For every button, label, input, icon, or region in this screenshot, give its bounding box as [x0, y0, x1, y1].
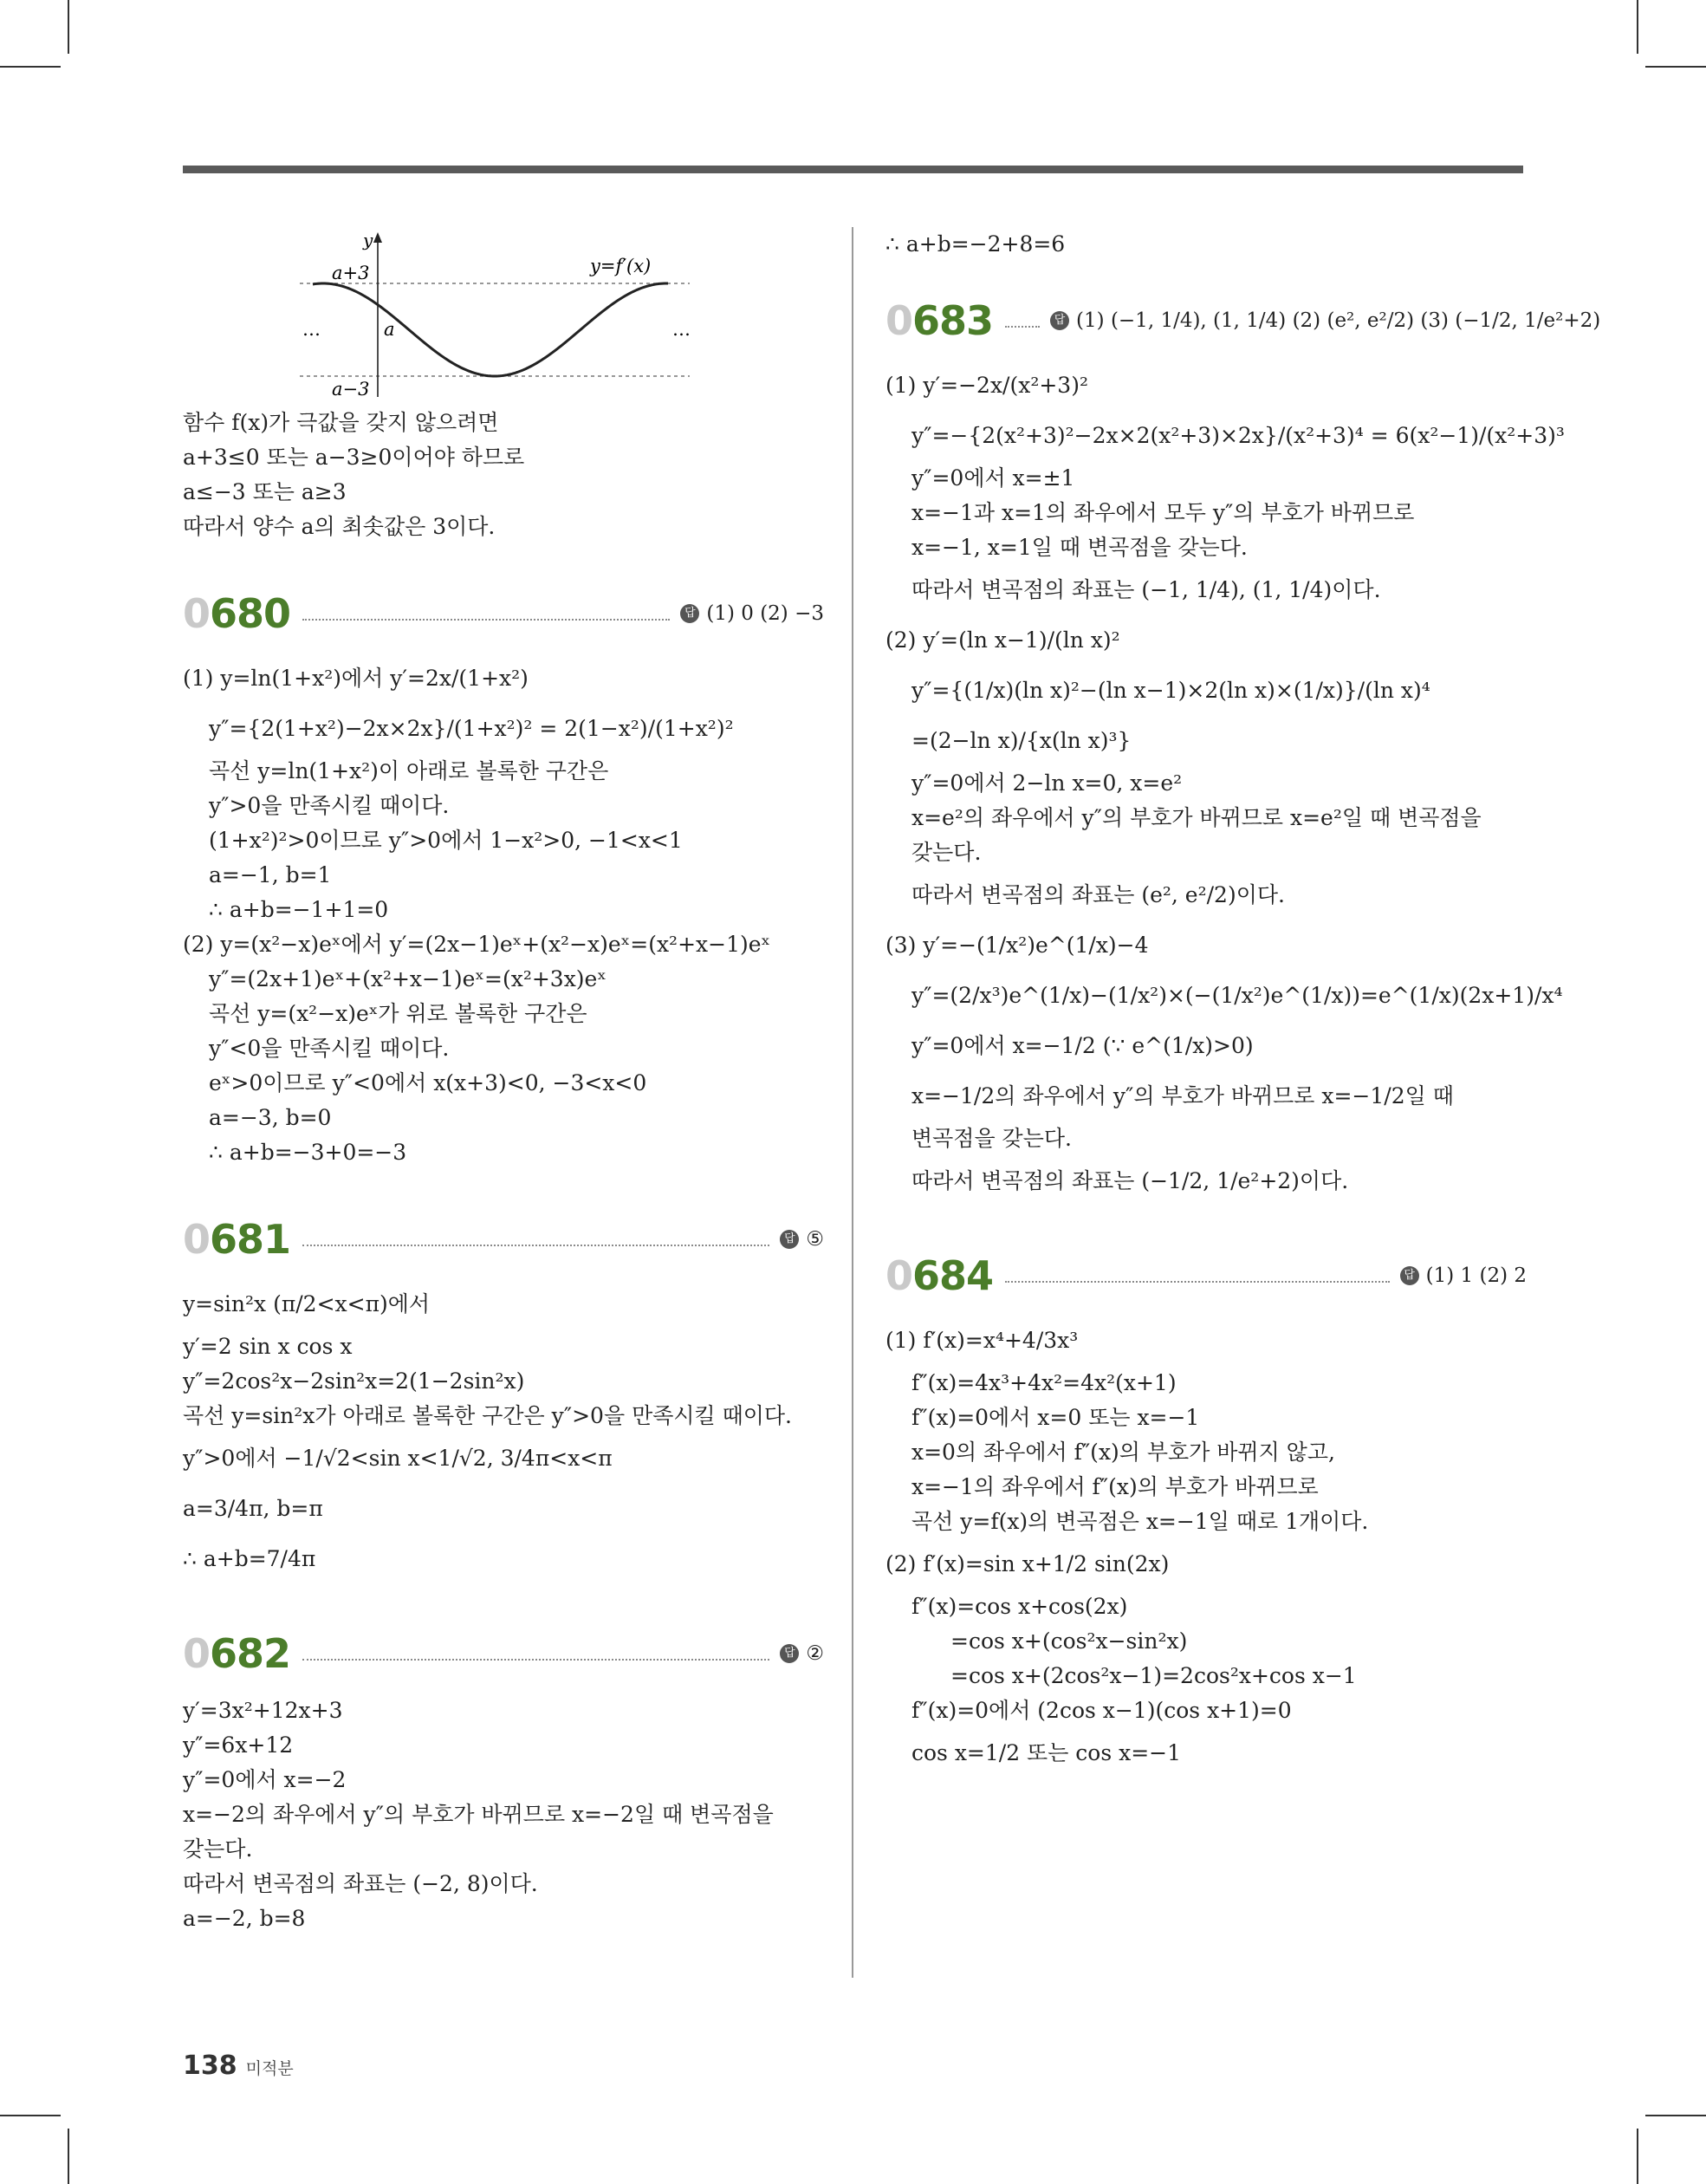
answer-icon: 답	[780, 1230, 799, 1249]
text-line: 따라서 변곡점의 좌표는 (−1/2, 1/e²+2)이다.	[911, 1168, 1349, 1193]
text-line: 곡선 y=ln(1+x²)이 아래로 볼록한 구간은	[209, 758, 609, 783]
crop-mark	[68, 2129, 69, 2184]
leader-dots	[302, 619, 670, 621]
text-line: y″=0에서 2−ln x=0, x=e²	[911, 770, 1183, 796]
text-line: =(2−ln x)/{x(ln x)³}	[911, 728, 1132, 753]
solution-0682	[183, 1693, 824, 1936]
problem-header-0682	[183, 1629, 824, 1678]
text-line: y″=2cos²x−2sin²x=2(1−2sin²x)	[183, 1368, 525, 1394]
text-line: a=3/4π, b=π	[183, 1496, 323, 1521]
text-line: (3) y′=−(1/x²)e^(1/x)−4	[885, 933, 1149, 958]
text-line: y″>0을 만족시킬 때이다.	[209, 793, 450, 818]
problem-number: 0682	[183, 1630, 291, 1677]
crop-mark	[1645, 2115, 1706, 2116]
answer-icon: 답	[1050, 311, 1069, 330]
text-line: (2) y=(x²−x)eˣ에서 y′=(2x−1)eˣ+(x²−x)eˣ=(x²+x−1)eˣ	[183, 932, 771, 957]
text-line: ∴ a+b=−1+1=0	[209, 897, 389, 922]
crop-mark	[1645, 66, 1706, 68]
text-line: =cos x+(cos²x−sin²x)	[950, 1628, 1188, 1654]
text-line: x=−1과 x=1의 좌우에서 모두 y″의 부호가 바뀌므로	[911, 500, 1415, 525]
text-line: a+3≤0 또는 a−3≥0이어야 하므로	[183, 445, 525, 470]
text-line: (1) y=ln(1+x²)에서 y′=2x/(1+x²)	[183, 666, 529, 691]
solution-0681	[183, 1279, 824, 1584]
solution-0683	[885, 361, 1565, 1206]
ellipsis-right: …	[672, 319, 691, 340]
text-line: 갖는다.	[183, 1836, 253, 1862]
text-line: 곡선 y=f(x)의 변곡점은 x=−1일 때로 1개이다.	[911, 1509, 1369, 1534]
text-line: 함수 f(x)가 극값을 갖지 않으려면	[183, 410, 499, 435]
problem-header-0683	[885, 296, 1601, 345]
problem-number: 0681	[183, 1216, 291, 1263]
leader-dots	[302, 1245, 769, 1246]
text-line: y″=(2x+1)eˣ+(x²+x−1)eˣ=(x²+3x)eˣ	[209, 966, 607, 991]
crop-mark	[0, 66, 61, 68]
text-line: ∴ a+b=7/4π	[183, 1546, 316, 1571]
text-line: y″={(1/x)(ln x)²−(ln x−1)×2(ln x)×(1/x)}/(ln x)⁴	[911, 678, 1430, 703]
text-line: eˣ>0이므로 y″<0에서 x(x+3)<0, −3<x<0	[209, 1070, 647, 1095]
page-number: 138	[183, 2051, 237, 2081]
text-line: x=0의 좌우에서 f″(x)의 부호가 바뀌지 않고,	[911, 1440, 1335, 1465]
text-line: a≤−3 또는 a≥3	[183, 479, 347, 504]
curve-label: y=f′(x)	[590, 256, 652, 276]
text-line: y″=(2/x³)e^(1/x)−(1/x²)×(−(1/x²)e^(1/x))=e^(1/x)(2x+1)/x⁴	[911, 983, 1563, 1008]
text-line: 변곡점을 갖는다.	[911, 1126, 1072, 1151]
text-line: a=−1, b=1	[209, 862, 332, 887]
text-line: a=−3, b=0	[209, 1105, 332, 1130]
text-line: f″(x)=0에서 (2cos x−1)(cos x+1)=0	[911, 1698, 1292, 1723]
top-level-label: a+3	[332, 263, 370, 283]
answer-summary: 답 (1) 1 (2) 2	[1400, 1264, 1527, 1287]
text-line: 갖는다.	[911, 840, 982, 865]
text-line: x=−1의 좌우에서 f″(x)의 부호가 바뀌므로	[911, 1474, 1319, 1499]
answer-summary: 답 ②	[780, 1642, 824, 1665]
text-line: (1+x²)²>0이므로 y″>0에서 1−x²>0, −1<x<1	[209, 828, 683, 853]
text-line: (1) f′(x)=x⁴+4/3x³	[885, 1328, 1079, 1353]
text-line: y″<0을 만족시킬 때이다.	[209, 1036, 450, 1061]
text-line: (2) f′(x)=sin x+1/2 sin(2x)	[885, 1551, 1170, 1576]
answer-summary: 답 (1) (−1, 1/4), (1, 1/4) (2) (e², e²/2) (3) (−1/2, 1/e²+2)	[1050, 309, 1600, 332]
intro-text	[183, 406, 824, 544]
problem-header-0684	[885, 1251, 1527, 1300]
ellipsis-left: …	[302, 319, 321, 340]
problem-number: 0684	[885, 1252, 994, 1299]
text-line: f″(x)=4x³+4x²=4x²(x+1)	[911, 1370, 1177, 1395]
right-column	[885, 227, 1601, 1778]
text-line: y′=3x²+12x+3	[183, 1698, 343, 1723]
text-line: y″=6x+12	[183, 1732, 294, 1758]
answer-icon: 답	[680, 604, 699, 623]
text-line: 따라서 변곡점의 좌표는 (−2, 8)이다.	[183, 1871, 538, 1896]
problem-number: 0683	[885, 297, 994, 344]
problem-header-0680	[183, 589, 824, 638]
text-line: =cos x+(2cos²x−1)=2cos²x+cos x−1	[950, 1663, 1357, 1688]
page-footer	[183, 2051, 294, 2081]
text-line: (2) y′=(ln x−1)/(ln x)²	[885, 627, 1120, 653]
left-column	[183, 227, 824, 1936]
problem-header-0681	[183, 1215, 824, 1264]
text-line: y″=0에서 x=−1/2 (∵ e^(1/x)>0)	[911, 1033, 1254, 1058]
text-line: ∴ a+b=−2+8=6	[885, 231, 1066, 257]
text-line: y″=−{2(x²+3)²−2x×2(x²+3)×2x}/(x²+3)⁴ = 6(x²−1)/(x²+3)³	[911, 423, 1565, 448]
answer-summary: 답 (1) 0 (2) −3	[680, 602, 824, 625]
mid-level-label: a	[384, 319, 395, 340]
crop-mark	[1637, 0, 1638, 54]
leader-dots	[1005, 1281, 1390, 1283]
text-line: 따라서 변곡점의 좌표는 (e², e²/2)이다.	[911, 882, 1285, 907]
text-line: a=−2, b=8	[183, 1906, 306, 1931]
text-line: x=e²의 좌우에서 y″의 부호가 바뀌므로 x=e²일 때 변곡점을	[911, 805, 1482, 830]
text-line: ∴ a+b=−3+0=−3	[209, 1140, 407, 1165]
text-line: y″=0에서 x=−2	[183, 1767, 347, 1792]
text-line: y=sin²x (π/2<x<π)에서	[183, 1291, 431, 1316]
answer-icon: 답	[1400, 1266, 1419, 1285]
bottom-level-label: a−3	[332, 379, 370, 400]
text-line: y″=0에서 x=±1	[911, 465, 1075, 491]
text-line: 따라서 변곡점의 좌표는 (−1, 1/4), (1, 1/4)이다.	[911, 577, 1381, 602]
text-line: y″={2(1+x²)−2x×2x}/(1+x²)² = 2(1−x²)/(1+x²)²	[209, 716, 734, 741]
leader-dots	[302, 1659, 769, 1661]
y-axis-label: y	[363, 230, 373, 250]
text-line: x=−1, x=1일 때 변곡점을 갖는다.	[911, 535, 1248, 560]
crop-mark	[1637, 2129, 1638, 2184]
subject-label: 미적분	[245, 2059, 294, 2078]
crop-mark	[0, 2115, 61, 2116]
solution-0684	[885, 1316, 1527, 1778]
leader-dots	[1005, 326, 1040, 328]
solution-0680	[183, 653, 824, 1170]
text-line: 따라서 양수 a의 최솟값은 3이다.	[183, 514, 496, 539]
text-line: y″>0에서 −1/√2<sin x<1/√2, 3/4π<x<π	[183, 1446, 613, 1471]
text-line: 곡선 y=(x²−x)eˣ가 위로 볼록한 구간은	[209, 1001, 587, 1026]
text-line: f″(x)=cos x+cos(2x)	[911, 1594, 1128, 1619]
column-divider	[852, 227, 853, 1978]
answer-icon: 답	[780, 1644, 799, 1663]
problem-number: 0680	[183, 590, 291, 637]
text-line: f″(x)=0에서 x=0 또는 x=−1	[911, 1405, 1200, 1430]
text-line: 곡선 y=sin²x가 아래로 볼록한 구간은 y″>0을 만족시킬 때이다.	[183, 1403, 793, 1428]
crop-mark	[68, 0, 69, 54]
answer-summary: 답 ⑤	[780, 1228, 824, 1251]
derivative-graph	[183, 227, 720, 400]
text-line: cos x=1/2 또는 cos x=−1	[911, 1740, 1182, 1765]
text-line: (1) y′=−2x/(x²+3)²	[885, 373, 1088, 398]
text-line: x=−1/2의 좌우에서 y″의 부호가 바뀌므로 x=−1/2일 때	[911, 1083, 1454, 1108]
text-line: y′=2 sin x cos x	[183, 1334, 353, 1359]
sine-curve	[313, 283, 668, 376]
text-line: x=−2의 좌우에서 y″의 부호가 바뀌므로 x=−2일 때 변곡점을	[183, 1802, 774, 1827]
header-bar	[183, 166, 1523, 173]
